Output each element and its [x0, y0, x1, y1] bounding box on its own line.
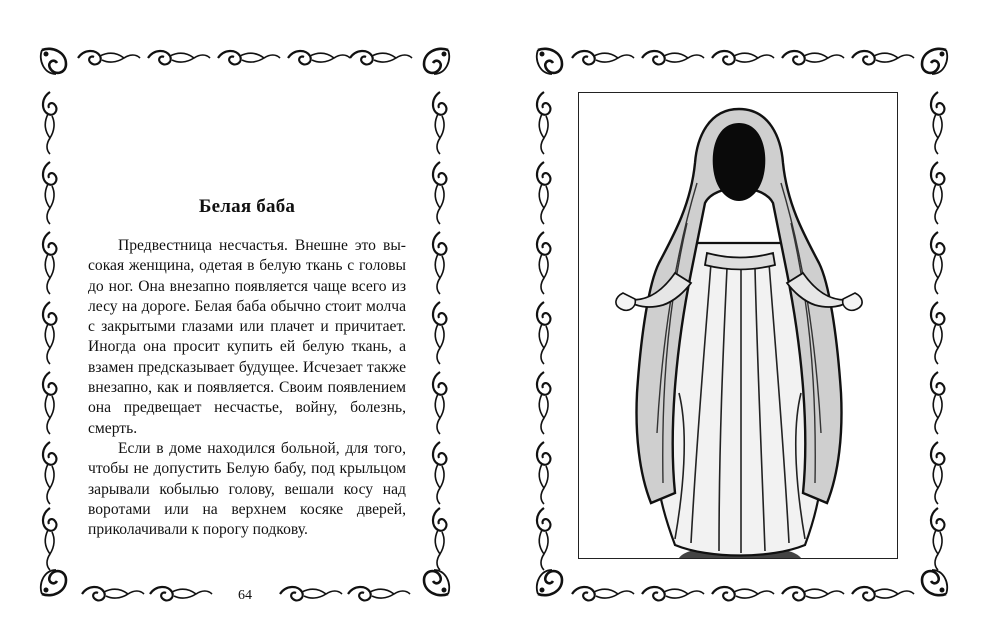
face-shadow — [713, 123, 766, 201]
frame-corner-tl — [537, 49, 562, 74]
left-page — [0, 0, 490, 644]
left-hand — [616, 293, 635, 310]
article-title: Белая баба — [198, 196, 296, 217]
article-paragraph-2: Если в доме находился больной, для того, чтобы не допустить Белую бабу, под крыльцом зарывали кобылью голову, вешали косу над воротами или на верхнем косяке дверей, приколачивали к порогу подкову. — [88, 439, 406, 539]
frame-corner-br — [922, 570, 947, 595]
frame-corner-tl — [41, 49, 66, 74]
frame-bottom-ornament — [572, 587, 914, 600]
veiled-woman-figure — [579, 93, 898, 559]
right-page — [510, 0, 1000, 644]
frame-left-ornament — [537, 92, 550, 570]
right-hand — [843, 293, 862, 310]
illustration-panel — [578, 92, 898, 559]
frame-right-ornament — [931, 92, 944, 570]
frame-corner-tr — [922, 49, 947, 74]
frame-right-ornament — [433, 92, 446, 570]
frame-left-ornament — [43, 92, 56, 570]
frame-top-ornament — [78, 51, 412, 64]
frame-top-ornament — [572, 51, 914, 64]
frame-corner-bl — [537, 570, 562, 595]
article-paragraph-1: Предвестница несчастья. Внешне это высокая женщина, одетая в белую ткань с головы до ног. Она внезапно появляется чаще всего из лесу на дороге. Белая баба обычно стоит молча с закрытыми глазами или плачет и причитает. Иногда она просит купить ей белую ткань, а взамен предсказывает будущее. Исчезает также внезапно, как и появляется. Своим появлением она предвещает несчастье, войну, болезнь, смерть. — [88, 237, 406, 437]
page-number: 64 — [238, 588, 252, 603]
frame-corner-tr — [424, 49, 449, 74]
article — [88, 196, 406, 540]
